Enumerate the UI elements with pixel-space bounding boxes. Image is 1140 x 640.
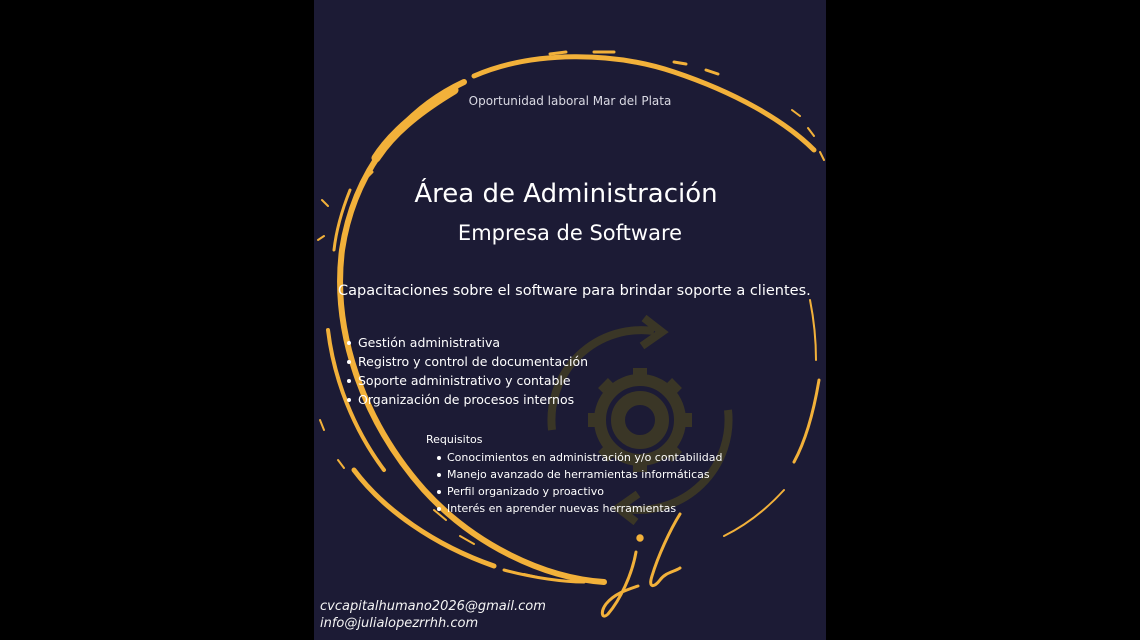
list-item: Gestión administrativa bbox=[358, 335, 588, 354]
list-item: Interés en aprender nuevas herramientas bbox=[447, 502, 722, 519]
list-item: Perfil organizado y proactivo bbox=[447, 485, 722, 502]
jl-signature-logo bbox=[602, 514, 680, 616]
contact-email-primary: cvcapitalhumano2026@gmail.com bbox=[320, 599, 546, 614]
requirements-list bbox=[447, 451, 722, 519]
job-location-note: Oportunidad laboral Mar del Plata bbox=[468, 94, 672, 108]
company-type: Empresa de Software bbox=[457, 221, 683, 245]
contact-email-secondary: info@julialopezrrhh.com bbox=[320, 616, 479, 631]
tagline: Capacitaciones sobre el software para brindar soporte a clientes. bbox=[338, 283, 811, 299]
list-item: Manejo avanzado de herramientas informáticas bbox=[447, 468, 722, 485]
requirements-heading: Requisitos bbox=[426, 433, 483, 446]
duties-list bbox=[358, 335, 588, 411]
list-item: Soporte administrativo y contable bbox=[358, 373, 588, 392]
list-item: Conocimientos en administración y/o contabilidad bbox=[447, 451, 722, 468]
list-item: Organización de procesos internos bbox=[358, 392, 588, 411]
job-poster bbox=[314, 0, 826, 640]
list-item: Registro y control de documentación bbox=[358, 354, 588, 373]
page-title: Área de Administración bbox=[414, 179, 718, 209]
